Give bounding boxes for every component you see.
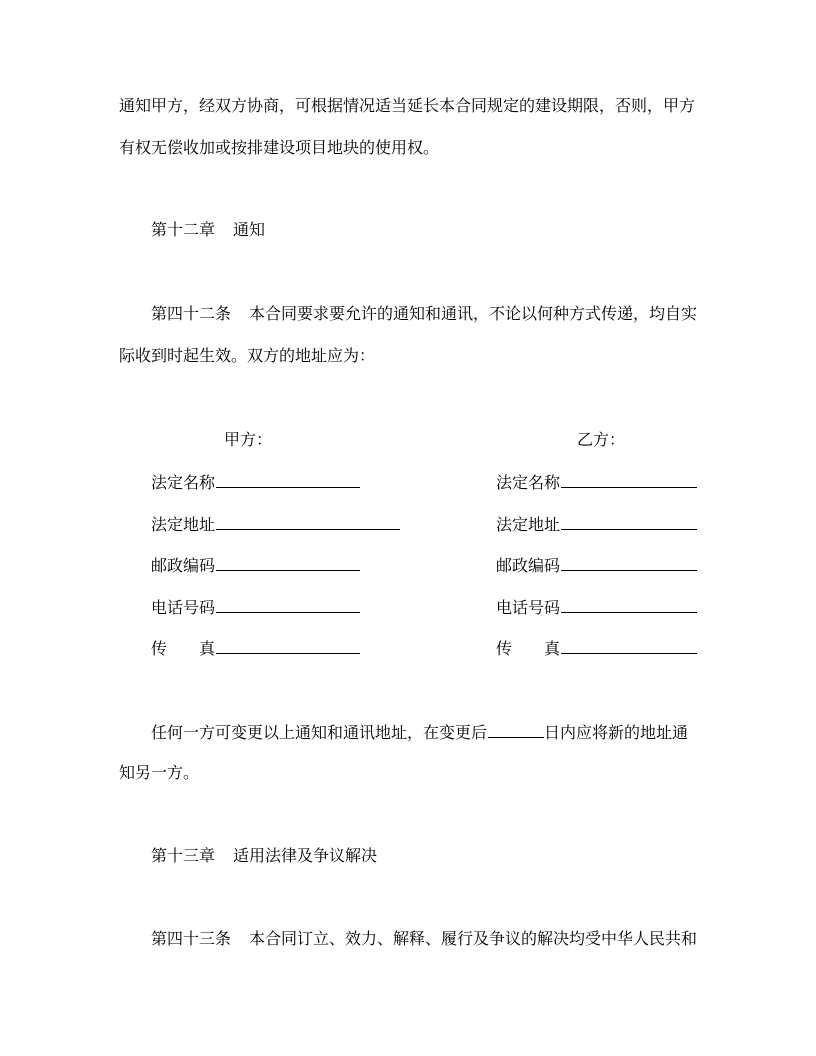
fill-blank[interactable]: [561, 471, 697, 488]
party-b-name-field: [496, 471, 697, 493]
party-a-phone-field: [151, 596, 360, 618]
party-a-name-field: [151, 471, 360, 493]
fill-blank[interactable]: [561, 513, 697, 530]
article-line: [151, 304, 697, 324]
paragraph-line: 通知甲方，经双方协商，可根据情况适当延长本合同规定的建设期限，否则，甲方: [119, 96, 696, 115]
article-text: 本合同订立、效力、解释、履行及争议的解决均受中华人民共和: [249, 929, 698, 948]
fill-blank[interactable]: [561, 596, 697, 613]
party-a-fax-field: [151, 637, 360, 659]
party-b-fax-field: [496, 637, 697, 659]
party-b-phone-field: [496, 596, 697, 618]
paragraph-text: 日内应将新的地址通: [544, 723, 689, 742]
fill-blank[interactable]: [216, 471, 360, 488]
party-b-address-field: [496, 513, 697, 535]
field-label: 传: [496, 639, 513, 658]
field-label: 真: [544, 639, 561, 658]
article-text: 本合同要求要允许的通知和通讯，不论以何种方式传递，均自实: [249, 304, 698, 323]
article-number: 第四十二条: [151, 304, 232, 323]
field-label: 法定名称: [496, 473, 561, 492]
field-label: 法定名称: [151, 473, 216, 492]
paragraph-line: 有权无偿收加或按排建设项目地块的使用权。: [119, 138, 440, 157]
party-b-postcode-field: [496, 554, 697, 576]
field-label: 法定地址: [496, 515, 561, 534]
field-label: 邮政编码: [151, 556, 216, 575]
field-label: 邮政编码: [496, 556, 561, 575]
days-blank[interactable]: [488, 721, 544, 738]
chapter-number: 第十三章: [151, 846, 216, 865]
paragraph-text: 任何一方可变更以上通知和通讯地址，在变更后: [151, 723, 488, 742]
fill-blank[interactable]: [216, 513, 400, 530]
paragraph-line: 知另一方。: [119, 763, 200, 782]
article-line: [151, 929, 697, 949]
party-b-heading: 乙方：: [577, 430, 626, 449]
party-a-heading: 甲方：: [224, 430, 273, 449]
party-a-address-field: [151, 513, 400, 535]
chapter-heading: [151, 846, 377, 866]
field-label: 电话号码: [496, 598, 561, 617]
chapter-heading: [151, 220, 265, 240]
field-label: 真: [199, 639, 216, 658]
chapter-title: 通知: [233, 220, 266, 239]
fill-blank[interactable]: [561, 637, 697, 654]
chapter-title: 适用法律及争议解决: [233, 846, 378, 865]
article-line: 际收到时起生效。双方的地址应为：: [119, 346, 376, 365]
field-label: 传: [151, 639, 168, 658]
paragraph-line: [151, 721, 688, 743]
chapter-number: 第十二章: [151, 220, 216, 239]
fill-blank[interactable]: [216, 554, 360, 571]
field-label: 电话号码: [151, 598, 216, 617]
fill-blank[interactable]: [216, 637, 360, 654]
fill-blank[interactable]: [561, 554, 697, 571]
article-number: 第四十三条: [151, 929, 232, 948]
party-a-postcode-field: [151, 554, 360, 576]
field-label: 法定地址: [151, 515, 216, 534]
fill-blank[interactable]: [216, 596, 360, 613]
